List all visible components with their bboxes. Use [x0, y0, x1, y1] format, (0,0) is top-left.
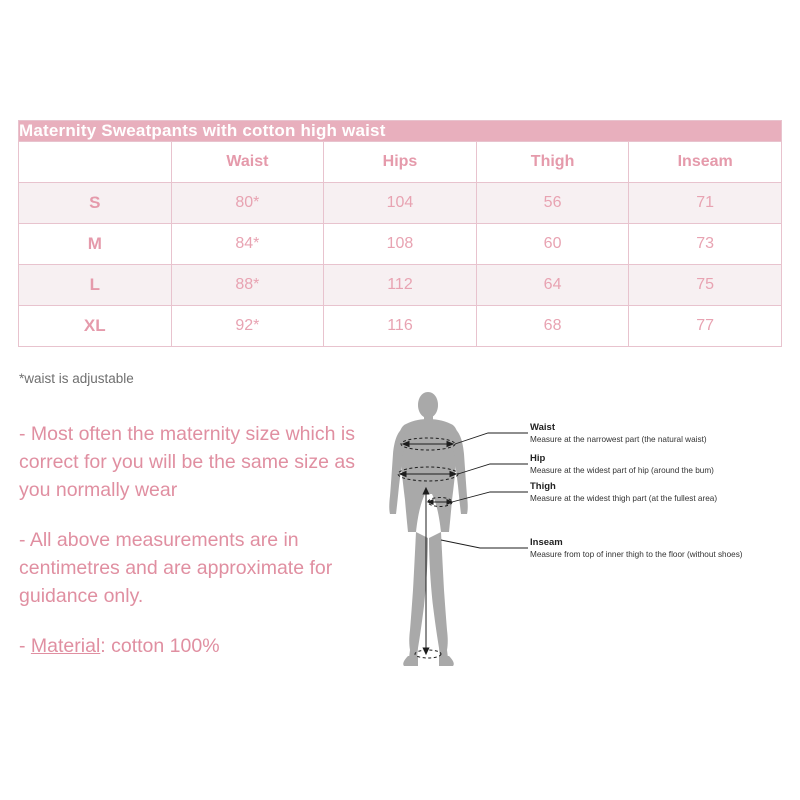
header-thigh: Thigh	[476, 142, 629, 183]
cell-s-hips: 104	[324, 183, 477, 224]
cell-xl-thigh: 68	[476, 306, 629, 347]
size-chart-table	[18, 120, 782, 347]
row-size-m: M	[19, 224, 172, 265]
waist-footnote: *waist is adjustable	[19, 371, 134, 386]
cell-s-thigh: 56	[476, 183, 629, 224]
note-material-value: : cotton 100%	[100, 635, 220, 657]
cell-m-waist: 84*	[171, 224, 324, 265]
note-material	[19, 632, 369, 660]
legend-thigh-title: Thigh	[530, 481, 556, 492]
table-row	[19, 183, 782, 224]
cell-m-thigh: 60	[476, 224, 629, 265]
table-title-row	[19, 121, 782, 142]
legend-inseam-desc: Measure from top of inner thigh to the floor (without shoes)	[530, 550, 743, 559]
cell-l-waist: 88*	[171, 265, 324, 306]
table-header-row	[19, 142, 782, 183]
table-row	[19, 224, 782, 265]
note-measurement-units: - All above measurements are in centimetres and are approximate for guidance only.	[19, 529, 333, 607]
note-size-advice: - Most often the maternity size which is correct for you will be the same size as you normally wear	[19, 423, 355, 501]
legend-hip-title: Hip	[530, 453, 546, 464]
legend-hip-desc: Measure at the widest part of hip (around the bum)	[530, 466, 714, 475]
note-material-prefix: -	[19, 635, 31, 657]
header-corner	[19, 142, 172, 183]
cell-l-hips: 112	[324, 265, 477, 306]
legend-waist-title: Waist	[530, 422, 555, 433]
note-material-label: Material	[30, 635, 101, 657]
header-inseam: Inseam	[629, 142, 782, 183]
legend-thigh	[530, 481, 717, 504]
cell-l-inseam: 75	[629, 265, 782, 306]
legend-hip	[530, 453, 714, 476]
row-size-l: L	[19, 265, 172, 306]
cell-m-hips: 108	[324, 224, 477, 265]
legend-waist	[530, 422, 707, 445]
legend-waist-desc: Measure at the narrowest part (the natural waist)	[530, 435, 707, 444]
cell-xl-inseam: 77	[629, 306, 782, 347]
cell-s-waist: 80*	[171, 183, 324, 224]
table-title: Maternity Sweatpants with cotton high waist	[19, 121, 782, 142]
header-hips: Hips	[324, 142, 477, 183]
legend-inseam-title: Inseam	[530, 537, 563, 548]
guidance-notes	[19, 420, 369, 660]
cell-l-thigh: 64	[476, 265, 629, 306]
measurement-figure	[370, 392, 782, 684]
table-row	[19, 306, 782, 347]
row-size-xl: XL	[19, 306, 172, 347]
row-size-s: S	[19, 183, 172, 224]
legend-inseam	[530, 537, 743, 560]
legend-thigh-desc: Measure at the widest thigh part (at the fullest area)	[530, 494, 718, 503]
cell-m-inseam: 73	[629, 224, 782, 265]
cell-xl-hips: 116	[324, 306, 477, 347]
cell-s-inseam: 71	[629, 183, 782, 224]
measurement-legend	[370, 392, 782, 684]
table-row	[19, 265, 782, 306]
cell-xl-waist: 92*	[171, 306, 324, 347]
header-waist: Waist	[171, 142, 324, 183]
